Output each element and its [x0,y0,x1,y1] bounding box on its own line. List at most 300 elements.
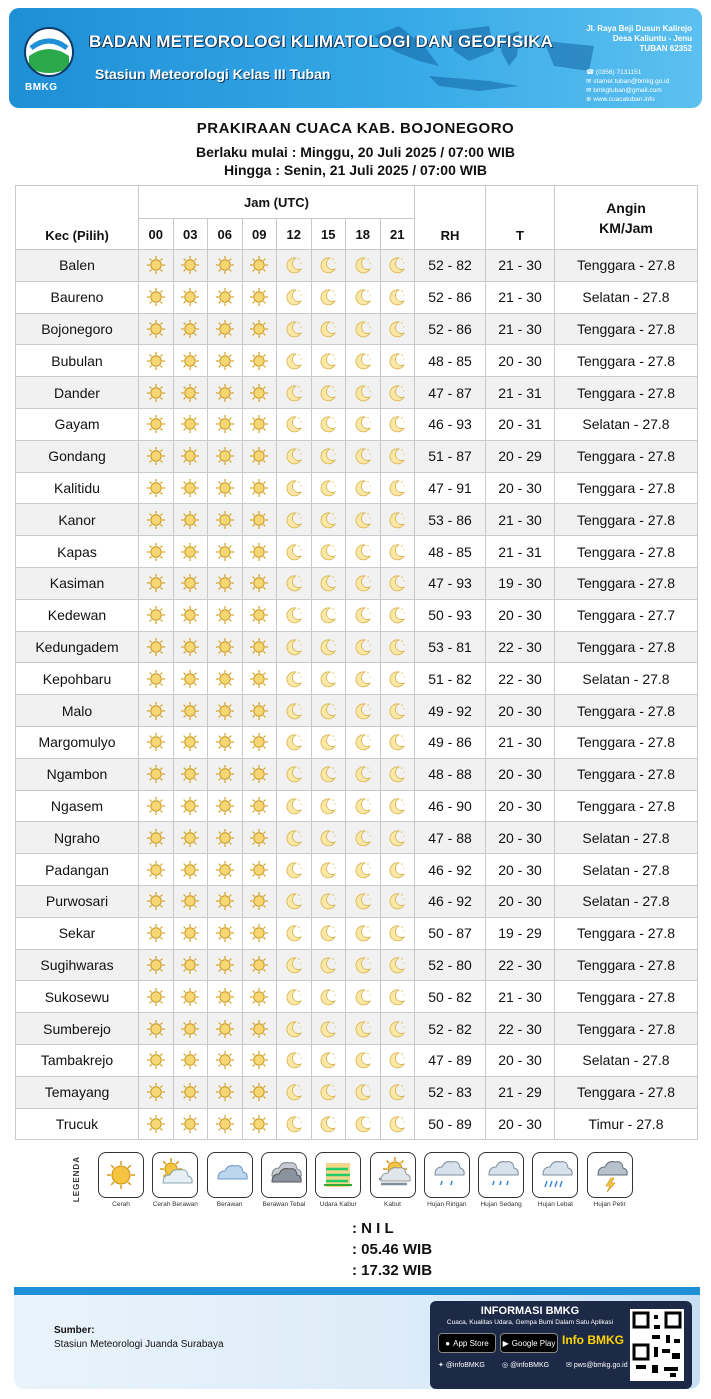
legend-label: Hujan Lebat [537,1201,573,1208]
district-name[interactable]: Kedungadem [16,631,139,663]
moon-icon [380,536,415,568]
moon-icon [277,313,312,345]
district-name[interactable]: Bojonegoro [16,313,139,345]
wind-value: Selatan - 27.8 [555,1044,698,1076]
moon-icon [380,949,415,981]
legend-item [314,1152,362,1208]
sun-icon [173,1076,208,1108]
info-bmkg-box [430,1301,692,1389]
wind-value: Timur - 27.8 [555,1108,698,1140]
legend-item [531,1152,579,1208]
sun-icon [242,790,277,822]
hour-header-06: 06 [208,219,243,250]
wind-value: Selatan - 27.8 [555,408,698,440]
moon-icon [311,822,346,854]
legend-item [260,1152,308,1208]
moon-icon [380,377,415,409]
play-icon: ▶ [502,1338,509,1348]
wind-value: Tenggara - 27.8 [555,1013,698,1045]
district-name[interactable]: Purwosari [16,885,139,917]
moon-icon [277,281,312,313]
district-name[interactable]: Bubulan [16,345,139,377]
moon-icon [311,1076,346,1108]
moon-icon [277,504,312,536]
table-row [16,758,698,790]
t-value: 20 - 30 [486,1044,555,1076]
moon-icon [346,313,381,345]
table-row [16,854,698,886]
t-value: 20 - 31 [486,408,555,440]
angin-header: Angin KM/Jam [555,186,698,250]
moon-icon [311,1013,346,1045]
moon-icon [311,1044,346,1076]
sun-icon [173,885,208,917]
moon-icon [380,631,415,663]
moon-icon [277,631,312,663]
moon-icon [311,345,346,377]
legend [0,1148,711,1218]
sun-icon [173,281,208,313]
moon-icon [277,917,312,949]
sun-icon [173,758,208,790]
table-row [16,885,698,917]
sun-icon [242,440,277,472]
t-value: 21 - 30 [486,504,555,536]
kec-header: Kec (Pilih) [16,186,139,250]
sun-icon [173,345,208,377]
district-name[interactable]: Gondang [16,440,139,472]
wind-value: Tenggara - 27.8 [555,631,698,663]
moon-icon [277,758,312,790]
sun-icon [242,536,277,568]
table-row [16,504,698,536]
t-value: 21 - 29 [486,1076,555,1108]
moon-icon [311,981,346,1013]
fog-icon [370,1152,416,1198]
rh-value: 52 - 82 [415,250,486,282]
mail-icon: ✉ [566,1362,572,1369]
sun-icon [208,885,243,917]
rh-value: 50 - 82 [415,981,486,1013]
sun-icon [208,695,243,727]
sun-icon [208,377,243,409]
legend-label: Udara Kabur [319,1201,357,1208]
rh-value: 50 - 89 [415,1108,486,1140]
rh-value: 51 - 87 [415,440,486,472]
t-value: 20 - 30 [486,885,555,917]
sun-icon [242,917,277,949]
rh-value: 47 - 87 [415,377,486,409]
hour-header-12: 12 [277,219,312,250]
moon-icon [277,440,312,472]
moon-icon [311,377,346,409]
valid-until: Hingga : Senin, 21 Juli 2025 / 07:00 WIB [224,162,487,178]
moon-icon [311,1108,346,1140]
moon-icon [277,377,312,409]
wind-value: Tenggara - 27.7 [555,599,698,631]
moon-icon [346,726,381,758]
rh-value: 47 - 89 [415,1044,486,1076]
moon-icon [311,599,346,631]
moon-icon [380,695,415,727]
sun-icon [173,313,208,345]
source-value: Stasiun Meteorologi Juanda Surabaya [54,1339,224,1350]
address: Jl. Raya Beji Dusun Kalirejo Desa Kaliuntu - Jenu TUBAN 62352 [586,24,692,53]
moon-icon [311,917,346,949]
district-name[interactable]: Kapas [16,536,139,568]
moon-icon [346,663,381,695]
moon-icon [346,599,381,631]
sun-icon [242,695,277,727]
t-value: 21 - 30 [486,281,555,313]
twitter-icon: ✦ [438,1362,444,1369]
moon-icon [277,1076,312,1108]
table-row [16,949,698,981]
sun-icon [173,440,208,472]
sun-icon [139,377,174,409]
table-row [16,599,698,631]
legend-item [206,1152,254,1208]
sun-icon [208,472,243,504]
t-value: 22 - 30 [486,949,555,981]
rh-value: 52 - 82 [415,1013,486,1045]
t-value: 21 - 31 [486,377,555,409]
info-subtitle: Cuaca, Kualitas Udara, Gempa Bumi Dalam Satu Aplikasi [446,1319,614,1326]
sun-icon [208,313,243,345]
logo-text: BMKG [25,82,58,93]
legend-tag: LEGENDA [72,1156,81,1203]
sun-icon [139,250,174,282]
sun-icon [173,1108,208,1140]
sun-icon [242,599,277,631]
moon-icon [346,281,381,313]
moon-icon [311,663,346,695]
wind-value: Tenggara - 27.8 [555,472,698,504]
sun-icon [139,440,174,472]
t-value: 19 - 30 [486,567,555,599]
sun-icon [139,917,174,949]
moon-icon [346,949,381,981]
sun-icon [208,599,243,631]
sun-icon [208,567,243,599]
sun-icon [139,281,174,313]
wind-value: Tenggara - 27.8 [555,949,698,981]
table-row [16,1076,698,1108]
moon-icon [380,854,415,886]
rh-value: 47 - 88 [415,822,486,854]
sun-icon [173,504,208,536]
sun-icon [242,1076,277,1108]
google-play-button[interactable]: ▶ Google Play [500,1333,558,1353]
moon-icon [380,599,415,631]
light-rain-icon [424,1152,470,1198]
indonesia-map-icon [369,16,599,100]
district-name[interactable]: Ngasem [16,790,139,822]
rh-value: 53 - 81 [415,631,486,663]
wind-value: Tenggara - 27.8 [555,345,698,377]
district-name[interactable]: Sekar [16,917,139,949]
moon-icon [346,504,381,536]
moon-icon [277,663,312,695]
sun-icon [173,917,208,949]
jam-header: Jam (UTC) [139,186,415,219]
sun-icon [173,822,208,854]
email-link[interactable]: ✉ pws@bmkg.go.id [566,1362,628,1369]
district-name[interactable]: Sugihwaras [16,949,139,981]
legend-label: Hujan Sedang [480,1201,522,1208]
legend-label: Hujan Petir [593,1201,626,1208]
sun-icon [242,726,277,758]
moon-icon [380,567,415,599]
sun-icon [139,536,174,568]
moon-icon [277,345,312,377]
moon-icon [380,250,415,282]
qr-code-icon [630,1309,684,1381]
wind-value: Selatan - 27.8 [555,885,698,917]
heavy-rain-icon [532,1152,578,1198]
sun-icon [242,854,277,886]
table-row [16,313,698,345]
district-name[interactable]: Kepohbaru [16,663,139,695]
district-name[interactable]: Padangan [16,854,139,886]
wind-value: Tenggara - 27.8 [555,981,698,1013]
rh-value: 52 - 86 [415,313,486,345]
district-name[interactable]: Baureno [16,281,139,313]
district-name[interactable]: Temayang [16,1076,139,1108]
t-value: 20 - 30 [486,472,555,504]
sun-icon [139,758,174,790]
sun-icon [242,345,277,377]
moon-icon [311,440,346,472]
district-name[interactable]: Kasiman [16,567,139,599]
moon-icon [380,1108,415,1140]
moon-icon [311,695,346,727]
moon-icon [277,854,312,886]
table-row [16,472,698,504]
moon-icon [380,822,415,854]
t-value: 22 - 30 [486,631,555,663]
sun-icon [242,504,277,536]
district-name[interactable]: Kanor [16,504,139,536]
haze-icon [315,1152,361,1198]
rh-value: 47 - 93 [415,567,486,599]
sun-icon [139,1108,174,1140]
moon-icon [346,1108,381,1140]
sunny-icon [98,1152,144,1198]
sun-icon [208,345,243,377]
thunderstorm-icon [587,1152,633,1198]
district-name[interactable]: Dander [16,377,139,409]
rh-header: RH [415,186,486,250]
sun-icon [242,377,277,409]
moon-icon [346,758,381,790]
moon-icon [311,949,346,981]
sun-icon [208,917,243,949]
sun-icon [173,1013,208,1045]
sun-icon [242,822,277,854]
legend-item [369,1152,417,1208]
t-value: 22 - 30 [486,663,555,695]
rh-value: 46 - 92 [415,854,486,886]
rh-value: 52 - 80 [415,949,486,981]
table-row [16,250,698,282]
sun-icon [173,631,208,663]
instagram-icon: ◎ [502,1362,509,1369]
forecast-table [15,185,698,1140]
moon-icon [380,1044,415,1076]
moon-icon [346,822,381,854]
sun-icon [242,981,277,1013]
rh-value: 50 - 87 [415,917,486,949]
moon-icon [346,790,381,822]
table-row [16,440,698,472]
moon-icon [277,1013,312,1045]
sun-icon [208,949,243,981]
wind-value: Tenggara - 27.8 [555,250,698,282]
district-name[interactable]: Sukosewu [16,981,139,1013]
table-row [16,790,698,822]
rh-value: 48 - 85 [415,345,486,377]
district-name[interactable]: Sumberejo [16,1013,139,1045]
moon-icon [380,726,415,758]
district-name[interactable]: Trucuk [16,1108,139,1140]
sun-icon [242,758,277,790]
sun-icon [139,695,174,727]
wind-value: Selatan - 27.8 [555,663,698,695]
cloudy-icon [207,1152,253,1198]
moon-icon [346,536,381,568]
sun-icon [139,567,174,599]
sun-icon [208,281,243,313]
moon-icon [277,981,312,1013]
sun-icon [208,440,243,472]
sun-icon [139,1013,174,1045]
legend-label: Cerah [112,1201,130,1208]
moon-icon [346,885,381,917]
wind-value: Tenggara - 27.8 [555,536,698,568]
partly-cloudy-icon [152,1152,198,1198]
rh-value: 49 - 92 [415,695,486,727]
sun-icon [208,981,243,1013]
table-row [16,917,698,949]
instagram-link[interactable]: ◎ @infoBMKG [502,1362,550,1369]
sun-icon [173,567,208,599]
rh-value: 46 - 93 [415,408,486,440]
moon-icon [346,981,381,1013]
moon-icon [277,790,312,822]
sun-icon [173,949,208,981]
wind-value: Tenggara - 27.8 [555,377,698,409]
sun-icon [208,250,243,282]
moon-icon [311,504,346,536]
t-value: 20 - 30 [486,599,555,631]
district-name[interactable]: Kedewan [16,599,139,631]
wind-value: Tenggara - 27.8 [555,567,698,599]
sun-icon [242,1013,277,1045]
district-name[interactable]: Ngraho [16,822,139,854]
legend-item [423,1152,471,1208]
moon-icon [380,281,415,313]
wind-value: Tenggara - 27.8 [555,758,698,790]
table-row [16,1013,698,1045]
twitter-link[interactable]: ✦ @infoBMKG [438,1362,485,1369]
rh-value: 48 - 85 [415,536,486,568]
sun-icon [173,472,208,504]
sun-icon [208,726,243,758]
moon-icon [346,1013,381,1045]
district-name[interactable]: Balen [16,250,139,282]
moon-icon [277,822,312,854]
t-value: 21 - 30 [486,726,555,758]
sun-icon [242,1044,277,1076]
moon-icon [311,313,346,345]
sun-icon [173,695,208,727]
sun-icon [208,822,243,854]
moon-icon [311,726,346,758]
sun-icon [208,1076,243,1108]
rh-value: 46 - 92 [415,885,486,917]
district-name[interactable]: Malo [16,695,139,727]
t-value: 21 - 31 [486,536,555,568]
moon-icon [277,885,312,917]
moon-icon [380,408,415,440]
moon-icon [346,567,381,599]
t-value: 20 - 30 [486,758,555,790]
app-store-button[interactable]: ● App Store [438,1333,496,1353]
moon-icon [380,885,415,917]
district-name[interactable]: Ngambon [16,758,139,790]
moon-icon [346,377,381,409]
wind-value: Tenggara - 27.8 [555,917,698,949]
t-value: 20 - 30 [486,854,555,886]
station-name: Stasiun Meteorologi Kelas III Tuban [95,66,331,82]
t-value: 20 - 29 [486,440,555,472]
district-name[interactable]: Margomulyo [16,726,139,758]
sun-icon [208,854,243,886]
district-name[interactable]: Kalitidu [16,472,139,504]
district-name[interactable]: Tambakrejo [16,1044,139,1076]
moon-icon [311,758,346,790]
sun-icon [173,1044,208,1076]
footer [14,1287,700,1389]
t-header: T [486,186,555,250]
moon-icon [311,472,346,504]
moon-icon [380,790,415,822]
district-name[interactable]: Gayam [16,408,139,440]
table-row [16,981,698,1013]
table-row [16,1108,698,1140]
sun-icon [173,408,208,440]
sun-icon [242,250,277,282]
moon-icon [380,758,415,790]
wind-value: Selatan - 27.8 [555,281,698,313]
rh-value: 52 - 86 [415,281,486,313]
moon-icon [380,917,415,949]
moon-icon [380,981,415,1013]
moon-icon [346,472,381,504]
sun-icon [208,790,243,822]
sun-icon [173,854,208,886]
t-value: 20 - 30 [486,1108,555,1140]
sun-icon [173,377,208,409]
header-banner [9,8,702,108]
sun-icon [242,281,277,313]
sun-icon [139,726,174,758]
valid-from: Berlaku mulai : Minggu, 20 Juli 2025 / 07:00 WIB [196,144,515,160]
sun-icon [139,504,174,536]
table-row [16,567,698,599]
hour-header-15: 15 [311,219,346,250]
